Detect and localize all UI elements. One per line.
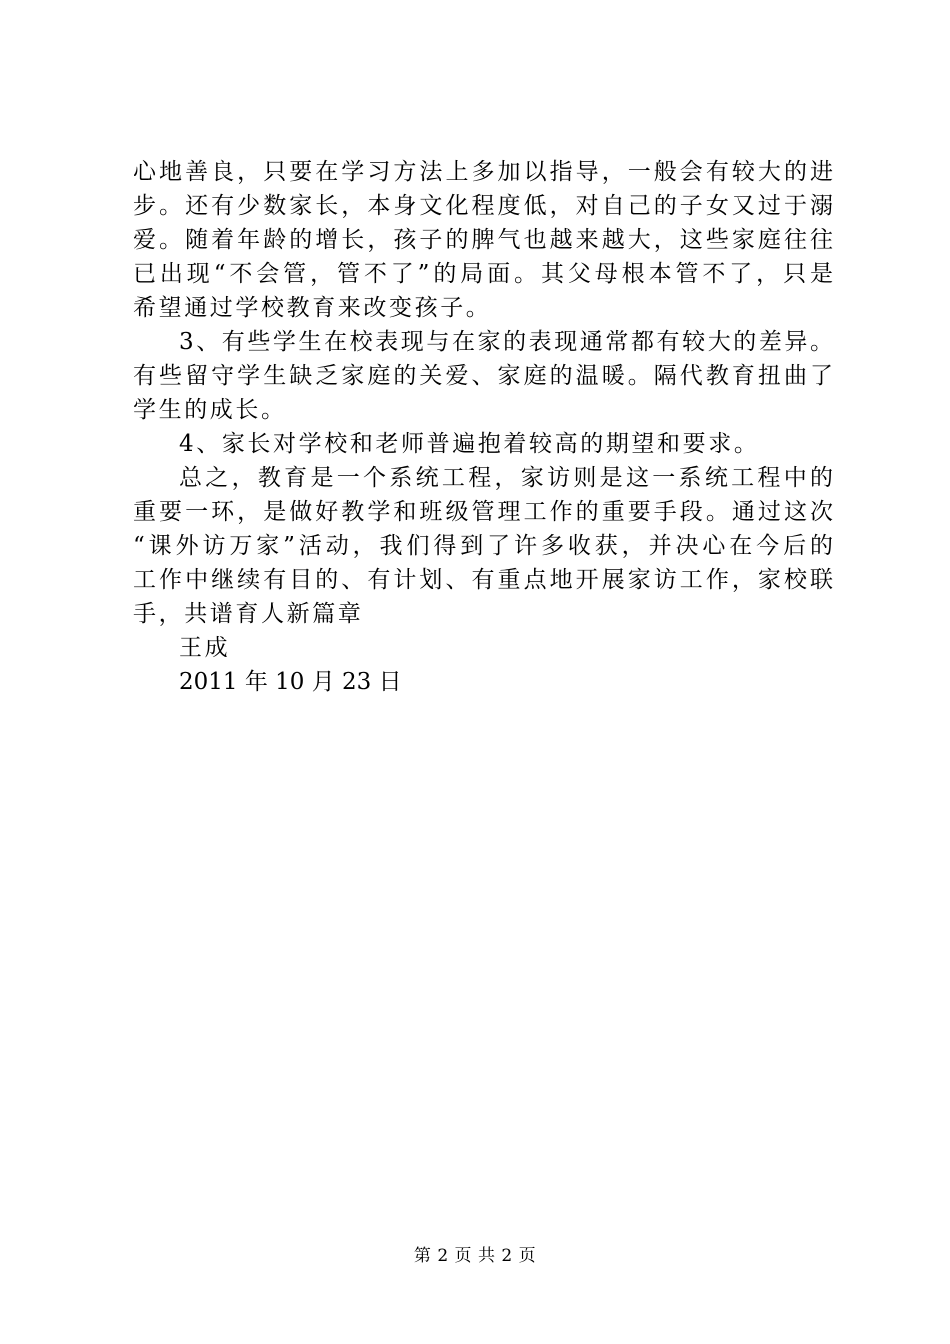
date: 2011 年 10 月 23 日 xyxy=(179,669,402,695)
paragraph-line: 3、有些学生在校表现与在家的表现通常都有较大的差异。 xyxy=(179,329,833,355)
signature: 王成 xyxy=(179,635,231,661)
paragraph-line: 手，共谱育人新篇章 xyxy=(133,601,364,627)
paragraph-line: 希望通过学校教育来改变孩子。 xyxy=(133,295,492,321)
paragraph-line: 步。还有少数家长，本身文化程度低，对自己的子女又过于溺 xyxy=(133,193,833,219)
paragraph-line: 心地善良，只要在学习方法上多加以指导，一般会有较大的进 xyxy=(133,159,833,185)
paragraph-line: 重要一环，是做好教学和班级管理工作的重要手段。通过这次 xyxy=(133,499,833,525)
paragraph-line: 学生的成长。 xyxy=(133,397,287,423)
paragraph-line: 总之，教育是一个系统工程，家访则是这一系统工程中的 xyxy=(179,465,833,491)
paragraph-line: 工作中继续有目的、有计划、有重点地开展家访工作，家校联 xyxy=(133,567,833,593)
paragraph-line: 4、家长对学校和老师普遍抱着较高的期望和要求。 xyxy=(179,431,760,457)
document-body xyxy=(133,155,833,699)
page-footer: 第 2 页 共 2 页 xyxy=(413,1246,537,1266)
paragraph-line: “课外访万家”活动，我们得到了许多收获，并决心在今后的 xyxy=(133,533,833,559)
paragraph-line: 有些留守学生缺乏家庭的关爱、家庭的温暖。隔代教育扭曲了 xyxy=(133,363,833,389)
paragraph-line: 爱。随着年龄的增长，孩子的脾气也越来越大，这些家庭往往 xyxy=(133,227,833,253)
paragraph-line: 已出现“不会管，管不了”的局面。其父母根本管不了，只是 xyxy=(133,261,833,287)
